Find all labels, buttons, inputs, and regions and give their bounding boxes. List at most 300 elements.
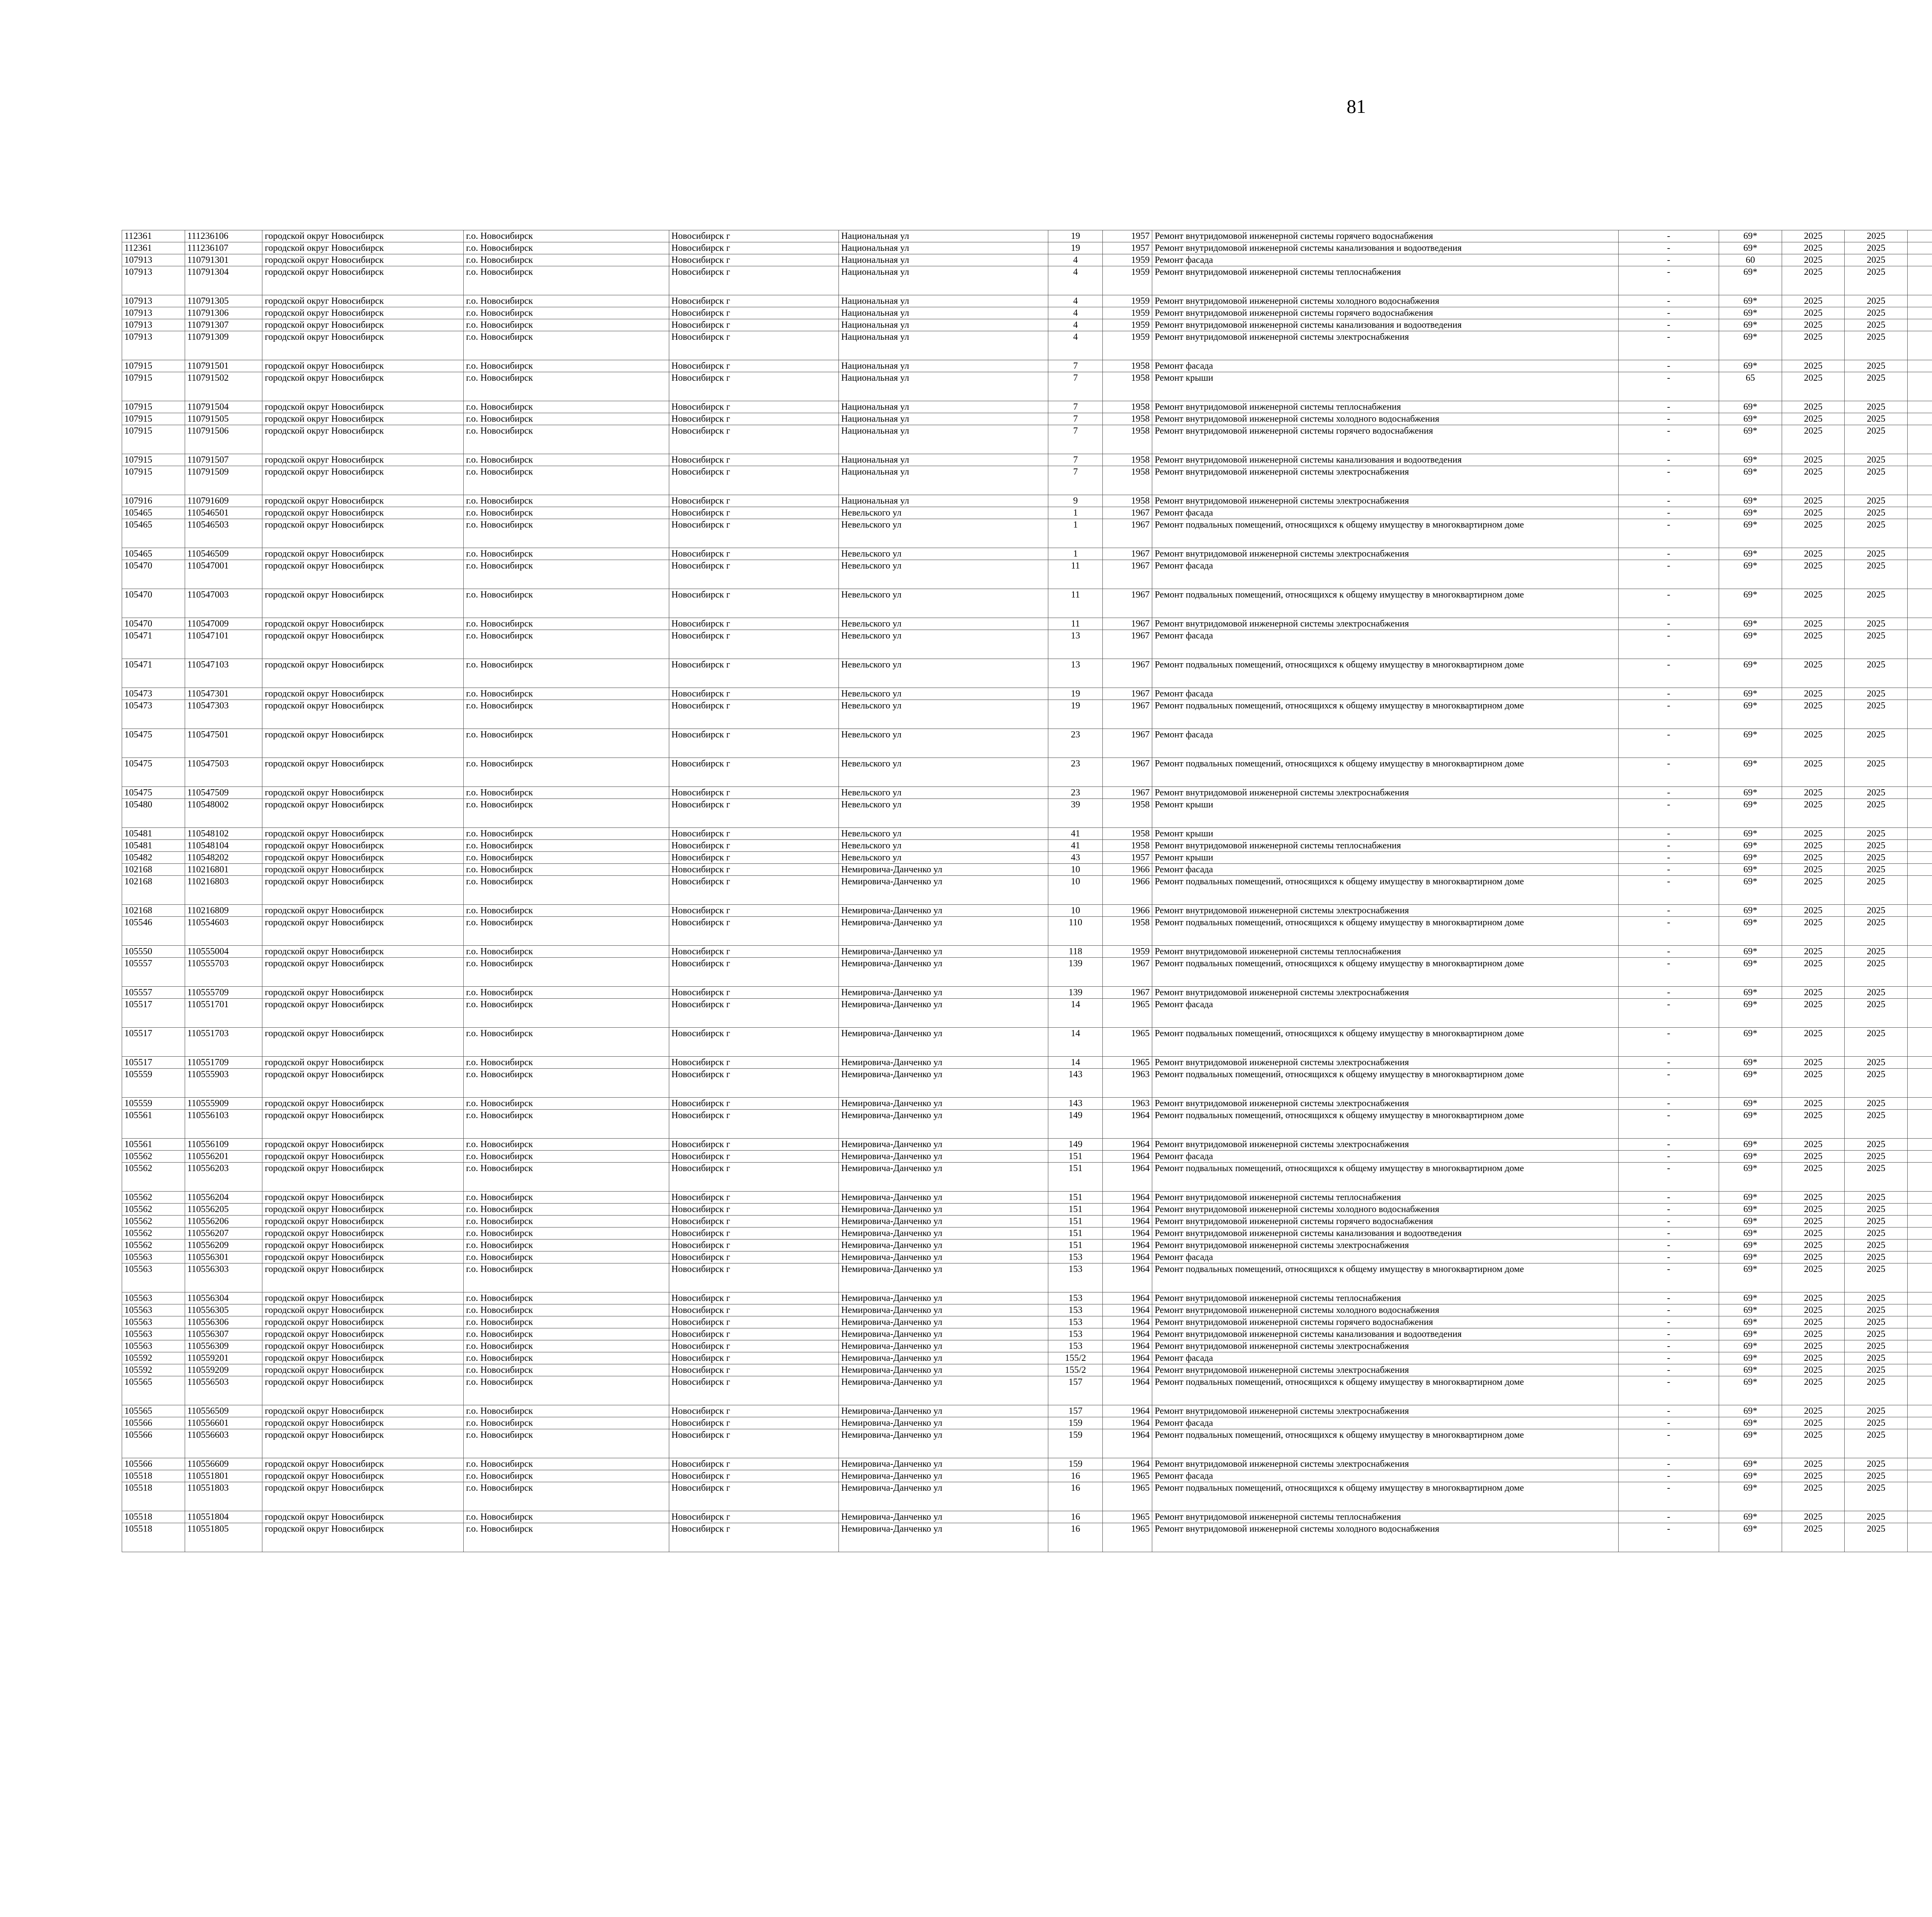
cell-percent: 69* xyxy=(1719,1192,1782,1204)
cell-city: Новосибирск г xyxy=(669,1057,838,1069)
cell-street: Немировича-Данченко ул xyxy=(838,1216,1048,1227)
cell-house-id: 105559 xyxy=(122,1069,185,1098)
cell-dash-mark: - xyxy=(1618,266,1719,295)
cell-city: Новосибирск г xyxy=(669,331,838,360)
cell-house-id: 105563 xyxy=(122,1328,185,1340)
cell-work-type: Ремонт подвальных помещений, относящихся к общему имуществу в многоквартирном доме xyxy=(1152,1429,1618,1458)
cell-work-id: 110551701 xyxy=(185,999,262,1028)
cell-percent: 69* xyxy=(1719,1523,1782,1552)
cell-house-number: 7 xyxy=(1048,413,1103,425)
cell-dash-mark: - xyxy=(1618,1216,1719,1227)
cell-street: Национальная ул xyxy=(838,360,1048,372)
cell-house-number: 23 xyxy=(1048,787,1103,799)
cell-cost-total xyxy=(1908,1376,1932,1405)
cell-work-type: Ремонт внутридомовой инженерной системы электроснабжения xyxy=(1152,331,1618,360)
cell-house-number: 19 xyxy=(1048,242,1103,254)
cell-year-start: 2025 xyxy=(1782,1405,1845,1417)
cell-house-id: 105563 xyxy=(122,1263,185,1292)
cell-cost-total xyxy=(1908,999,1932,1028)
cell-cost-total xyxy=(1908,1304,1932,1316)
cell-work-id: 110556503 xyxy=(185,1376,262,1405)
cell-cost-total xyxy=(1908,1482,1932,1511)
cell-street: Невельского ул xyxy=(838,519,1048,548)
cell-house-number: 149 xyxy=(1048,1139,1103,1151)
cell-build-year: 1967 xyxy=(1103,958,1152,987)
cell-work-type: Ремонт подвальных помещений, относящихся к общему имуществу в многоквартирном доме xyxy=(1152,1110,1618,1139)
cell-work-type: Ремонт подвальных помещений, относящихся к общему имуществу в многоквартирном доме xyxy=(1152,1028,1618,1057)
cell-build-year: 1958 xyxy=(1103,425,1152,454)
cell-year-start: 2025 xyxy=(1782,1328,1845,1340)
table-row xyxy=(122,999,1932,1028)
cell-settlement: г.о. Новосибирск xyxy=(464,1364,669,1376)
cell-year-end: 2025 xyxy=(1845,254,1908,266)
cell-work-type: Ремонт фасада xyxy=(1152,560,1618,589)
cell-house-number: 13 xyxy=(1048,659,1103,688)
cell-municipality: городской округ Новосибирск xyxy=(262,507,464,519)
cell-street: Невельского ул xyxy=(838,840,1048,852)
cell-settlement: г.о. Новосибирск xyxy=(464,987,669,999)
cell-year-start: 2025 xyxy=(1782,1352,1845,1364)
cell-work-type: Ремонт внутридомовой инженерной системы канализования и водоотведения xyxy=(1152,454,1618,466)
cell-year-start: 2025 xyxy=(1782,466,1845,495)
cell-settlement: г.о. Новосибирск xyxy=(464,659,669,688)
cell-year-end: 2025 xyxy=(1845,1482,1908,1511)
cell-dash-mark: - xyxy=(1618,758,1719,787)
cell-percent: 69* xyxy=(1719,630,1782,659)
cell-cost-total xyxy=(1908,360,1932,372)
cell-settlement: г.о. Новосибирск xyxy=(464,1470,669,1482)
cell-percent: 69* xyxy=(1719,548,1782,560)
cell-municipality: городской округ Новосибирск xyxy=(262,852,464,864)
cell-work-id: 111236107 xyxy=(185,242,262,254)
cell-house-id: 105470 xyxy=(122,618,185,630)
cell-house-id: 107913 xyxy=(122,254,185,266)
cell-dash-mark: - xyxy=(1618,507,1719,519)
cell-settlement: г.о. Новосибирск xyxy=(464,1417,669,1429)
cell-work-type: Ремонт фасада xyxy=(1152,864,1618,876)
cell-dash-mark: - xyxy=(1618,372,1719,401)
cell-dash-mark: - xyxy=(1618,852,1719,864)
cell-street: Немировича-Данченко ул xyxy=(838,917,1048,946)
cell-settlement: г.о. Новосибирск xyxy=(464,1151,669,1163)
cell-dash-mark: - xyxy=(1618,1163,1719,1192)
cell-percent: 69* xyxy=(1719,958,1782,987)
cell-house-id: 107915 xyxy=(122,466,185,495)
cell-cost-total xyxy=(1908,1151,1932,1163)
cell-year-end: 2025 xyxy=(1845,987,1908,999)
cell-work-type: Ремонт фасада xyxy=(1152,1251,1618,1263)
cell-work-id: 110556204 xyxy=(185,1192,262,1204)
cell-year-end: 2025 xyxy=(1845,1417,1908,1429)
cell-year-end: 2025 xyxy=(1845,758,1908,787)
cell-work-id: 110791306 xyxy=(185,307,262,319)
cell-percent: 69* xyxy=(1719,876,1782,905)
cell-work-id: 110556309 xyxy=(185,1340,262,1352)
cell-house-id: 105557 xyxy=(122,958,185,987)
cell-work-id: 110791501 xyxy=(185,360,262,372)
cell-settlement: г.о. Новосибирск xyxy=(464,946,669,958)
cell-settlement: г.о. Новосибирск xyxy=(464,254,669,266)
cell-work-id: 110791506 xyxy=(185,425,262,454)
cell-house-id: 105562 xyxy=(122,1192,185,1204)
cell-year-end: 2025 xyxy=(1845,454,1908,466)
cell-municipality: городской округ Новосибирск xyxy=(262,659,464,688)
cell-settlement: г.о. Новосибирск xyxy=(464,401,669,413)
cell-year-end: 2025 xyxy=(1845,729,1908,758)
cell-house-number: 16 xyxy=(1048,1482,1103,1511)
table-row xyxy=(122,1098,1932,1110)
cell-street: Немировича-Данченко ул xyxy=(838,1069,1048,1098)
cell-house-number: 151 xyxy=(1048,1204,1103,1216)
cell-city: Новосибирск г xyxy=(669,466,838,495)
cell-year-start: 2025 xyxy=(1782,1417,1845,1429)
cell-city: Новосибирск г xyxy=(669,1204,838,1216)
cell-street: Немировича-Данченко ул xyxy=(838,946,1048,958)
cell-work-id: 111236106 xyxy=(185,230,262,242)
cell-municipality: городской округ Новосибирск xyxy=(262,519,464,548)
cell-work-id: 110216809 xyxy=(185,905,262,917)
cell-work-id: 110548102 xyxy=(185,828,262,840)
cell-city: Новосибирск г xyxy=(669,999,838,1028)
cell-municipality: городской округ Новосибирск xyxy=(262,401,464,413)
cell-percent: 69* xyxy=(1719,1470,1782,1482)
cell-house-id: 105470 xyxy=(122,560,185,589)
cell-dash-mark: - xyxy=(1618,864,1719,876)
cell-percent: 69* xyxy=(1719,1069,1782,1098)
cell-municipality: городской округ Новосибирск xyxy=(262,905,464,917)
cell-cost-total xyxy=(1908,548,1932,560)
cell-municipality: городской округ Новосибирск xyxy=(262,1216,464,1227)
cell-work-id: 110559201 xyxy=(185,1352,262,1364)
cell-work-id: 110547503 xyxy=(185,758,262,787)
cell-year-start: 2025 xyxy=(1782,1458,1845,1470)
cell-year-end: 2025 xyxy=(1845,618,1908,630)
cell-work-type: Ремонт внутридомовой инженерной системы холодного водоснабжения xyxy=(1152,413,1618,425)
cell-municipality: городской округ Новосибирск xyxy=(262,1204,464,1216)
cell-dash-mark: - xyxy=(1618,618,1719,630)
cell-build-year: 1964 xyxy=(1103,1458,1152,1470)
cell-percent: 69* xyxy=(1719,454,1782,466)
cell-municipality: городской округ Новосибирск xyxy=(262,1110,464,1139)
cell-settlement: г.о. Новосибирск xyxy=(464,700,669,729)
cell-city: Новосибирск г xyxy=(669,688,838,700)
cell-street: Немировича-Данченко ул xyxy=(838,1364,1048,1376)
cell-street: Невельского ул xyxy=(838,700,1048,729)
cell-settlement: г.о. Новосибирск xyxy=(464,589,669,618)
cell-cost-total xyxy=(1908,466,1932,495)
cell-house-id: 102168 xyxy=(122,876,185,905)
cell-house-number: 151 xyxy=(1048,1151,1103,1163)
cell-house-number: 151 xyxy=(1048,1216,1103,1227)
cell-house-id: 105563 xyxy=(122,1304,185,1316)
cell-house-id: 105562 xyxy=(122,1216,185,1227)
cell-house-id: 105563 xyxy=(122,1316,185,1328)
cell-dash-mark: - xyxy=(1618,630,1719,659)
table-row xyxy=(122,1263,1932,1292)
cell-settlement: г.о. Новосибирск xyxy=(464,758,669,787)
cell-year-end: 2025 xyxy=(1845,1110,1908,1139)
cell-settlement: г.о. Новосибирск xyxy=(464,372,669,401)
cell-work-type: Ремонт фасада xyxy=(1152,1151,1618,1163)
cell-year-end: 2025 xyxy=(1845,1292,1908,1304)
cell-work-id: 110548002 xyxy=(185,799,262,828)
cell-house-number: 4 xyxy=(1048,266,1103,295)
cell-dash-mark: - xyxy=(1618,1292,1719,1304)
cell-city: Новосибирск г xyxy=(669,852,838,864)
cell-street: Национальная ул xyxy=(838,230,1048,242)
cell-work-type: Ремонт фасада xyxy=(1152,1470,1618,1482)
cell-house-id: 105475 xyxy=(122,758,185,787)
cell-work-id: 110556203 xyxy=(185,1163,262,1192)
cell-work-id: 110556301 xyxy=(185,1251,262,1263)
cell-year-start: 2025 xyxy=(1782,560,1845,589)
cell-settlement: г.о. Новосибирск xyxy=(464,1511,669,1523)
cell-settlement: г.о. Новосибирск xyxy=(464,905,669,917)
cell-house-number: 41 xyxy=(1048,840,1103,852)
cell-house-number: 1 xyxy=(1048,548,1103,560)
cell-settlement: г.о. Новосибирск xyxy=(464,1057,669,1069)
cell-year-start: 2025 xyxy=(1782,1429,1845,1458)
cell-cost-total xyxy=(1908,1523,1932,1552)
cell-city: Новосибирск г xyxy=(669,1417,838,1429)
cell-cost-total xyxy=(1908,1098,1932,1110)
cell-municipality: городской округ Новосибирск xyxy=(262,589,464,618)
cell-street: Невельского ул xyxy=(838,688,1048,700)
cell-house-id: 107913 xyxy=(122,266,185,295)
cell-work-type: Ремонт внутридомовой инженерной системы теплоснабжения xyxy=(1152,1511,1618,1523)
cell-work-type: Ремонт подвальных помещений, относящихся к общему имуществу в многоквартирном доме xyxy=(1152,958,1618,987)
cell-city: Новосибирск г xyxy=(669,1263,838,1292)
cell-year-end: 2025 xyxy=(1845,1523,1908,1552)
cell-work-type: Ремонт внутридомовой инженерной системы электроснабжения xyxy=(1152,1340,1618,1352)
cell-settlement: г.о. Новосибирск xyxy=(464,618,669,630)
cell-settlement: г.о. Новосибирск xyxy=(464,1204,669,1216)
cell-build-year: 1965 xyxy=(1103,1470,1152,1482)
cell-dash-mark: - xyxy=(1618,700,1719,729)
cell-work-type: Ремонт внутридомовой инженерной системы холодного водоснабжения xyxy=(1152,295,1618,307)
cell-dash-mark: - xyxy=(1618,331,1719,360)
cell-year-end: 2025 xyxy=(1845,1098,1908,1110)
cell-house-number: 19 xyxy=(1048,688,1103,700)
cell-street: Немировича-Данченко ул xyxy=(838,864,1048,876)
cell-cost-total xyxy=(1908,307,1932,319)
cell-work-type: Ремонт подвальных помещений, относящихся к общему имуществу в многоквартирном доме xyxy=(1152,700,1618,729)
cell-dash-mark: - xyxy=(1618,1151,1719,1163)
cell-municipality: городской округ Новосибирск xyxy=(262,466,464,495)
cell-year-end: 2025 xyxy=(1845,360,1908,372)
cell-house-number: 153 xyxy=(1048,1304,1103,1316)
table-row xyxy=(122,1328,1932,1340)
cell-house-number: 159 xyxy=(1048,1458,1103,1470)
cell-house-number: 143 xyxy=(1048,1098,1103,1110)
cell-settlement: г.о. Новосибирск xyxy=(464,1523,669,1552)
cell-house-id: 105592 xyxy=(122,1364,185,1376)
table-row xyxy=(122,548,1932,560)
cell-year-start: 2025 xyxy=(1782,1227,1845,1239)
table-row xyxy=(122,1139,1932,1151)
cell-settlement: г.о. Новосибирск xyxy=(464,548,669,560)
cell-street: Невельского ул xyxy=(838,630,1048,659)
cell-year-start: 2025 xyxy=(1782,319,1845,331)
cell-cost-total xyxy=(1908,266,1932,295)
cell-cost-total xyxy=(1908,1340,1932,1352)
cell-city: Новосибирск г xyxy=(669,1328,838,1340)
cell-year-start: 2025 xyxy=(1782,1523,1845,1552)
cell-dash-mark: - xyxy=(1618,1192,1719,1204)
cell-city: Новосибирск г xyxy=(669,1098,838,1110)
cell-year-end: 2025 xyxy=(1845,425,1908,454)
cell-municipality: городской округ Новосибирск xyxy=(262,1251,464,1263)
cell-year-start: 2025 xyxy=(1782,1192,1845,1204)
table-row xyxy=(122,876,1932,905)
cell-house-number: 43 xyxy=(1048,852,1103,864)
cell-build-year: 1959 xyxy=(1103,295,1152,307)
cell-work-type: Ремонт внутридомовой инженерной системы горячего водоснабжения xyxy=(1152,230,1618,242)
cell-city: Новосибирск г xyxy=(669,1458,838,1470)
cell-year-end: 2025 xyxy=(1845,1263,1908,1292)
cell-street: Немировича-Данченко ул xyxy=(838,1292,1048,1304)
cell-percent: 69* xyxy=(1719,230,1782,242)
cell-work-type: Ремонт внутридомовой инженерной системы горячего водоснабжения xyxy=(1152,1216,1618,1227)
table-row xyxy=(122,307,1932,319)
cell-build-year: 1958 xyxy=(1103,840,1152,852)
cell-percent: 69* xyxy=(1719,1376,1782,1405)
cell-settlement: г.о. Новосибирск xyxy=(464,729,669,758)
cell-settlement: г.о. Новосибирск xyxy=(464,1192,669,1204)
cell-house-number: 155/2 xyxy=(1048,1364,1103,1376)
cell-house-number: 16 xyxy=(1048,1523,1103,1552)
cell-street: Национальная ул xyxy=(838,254,1048,266)
cell-cost-total xyxy=(1908,828,1932,840)
cell-year-end: 2025 xyxy=(1845,700,1908,729)
cell-house-id: 107913 xyxy=(122,307,185,319)
cell-percent: 69* xyxy=(1719,1110,1782,1139)
cell-percent: 69* xyxy=(1719,1458,1782,1470)
cell-municipality: городской округ Новосибирск xyxy=(262,1470,464,1482)
table-row xyxy=(122,828,1932,840)
cell-house-number: 16 xyxy=(1048,1511,1103,1523)
cell-cost-total xyxy=(1908,700,1932,729)
cell-cost-total xyxy=(1908,1216,1932,1227)
cell-dash-mark: - xyxy=(1618,1028,1719,1057)
cell-settlement: г.о. Новосибирск xyxy=(464,630,669,659)
cell-street: Немировича-Данченко ул xyxy=(838,1151,1048,1163)
cell-settlement: г.о. Новосибирск xyxy=(464,1405,669,1417)
table-row xyxy=(122,1192,1932,1204)
cell-year-end: 2025 xyxy=(1845,495,1908,507)
cell-cost-total xyxy=(1908,905,1932,917)
cell-settlement: г.о. Новосибирск xyxy=(464,1098,669,1110)
table-row xyxy=(122,413,1932,425)
cell-street: Немировича-Данченко ул xyxy=(838,1328,1048,1340)
cell-settlement: г.о. Новосибирск xyxy=(464,1316,669,1328)
table-row xyxy=(122,787,1932,799)
cell-work-id: 110556601 xyxy=(185,1417,262,1429)
cell-house-number: 41 xyxy=(1048,828,1103,840)
cell-dash-mark: - xyxy=(1618,999,1719,1028)
cell-street: Национальная ул xyxy=(838,266,1048,295)
cell-build-year: 1966 xyxy=(1103,876,1152,905)
cell-city: Новосибирск г xyxy=(669,519,838,548)
cell-dash-mark: - xyxy=(1618,560,1719,589)
cell-house-id: 105562 xyxy=(122,1204,185,1216)
cell-work-id: 110547301 xyxy=(185,688,262,700)
cell-city: Новосибирск г xyxy=(669,1364,838,1376)
cell-percent: 69* xyxy=(1719,1098,1782,1110)
cell-work-id: 110791507 xyxy=(185,454,262,466)
cell-municipality: городской округ Новосибирск xyxy=(262,999,464,1028)
table-row xyxy=(122,1239,1932,1251)
cell-house-id: 105475 xyxy=(122,787,185,799)
cell-work-id: 110547509 xyxy=(185,787,262,799)
cell-year-start: 2025 xyxy=(1782,987,1845,999)
cell-house-number: 118 xyxy=(1048,946,1103,958)
cell-settlement: г.о. Новосибирск xyxy=(464,295,669,307)
cell-city: Новосибирск г xyxy=(669,230,838,242)
cell-year-start: 2025 xyxy=(1782,1304,1845,1316)
table-row xyxy=(122,1028,1932,1057)
cell-year-start: 2025 xyxy=(1782,917,1845,946)
cell-percent: 69* xyxy=(1719,560,1782,589)
table-row xyxy=(122,589,1932,618)
cell-municipality: городской округ Новосибирск xyxy=(262,1328,464,1340)
cell-work-id: 110555004 xyxy=(185,946,262,958)
cell-work-type: Ремонт подвальных помещений, относящихся к общему имуществу в многоквартирном доме xyxy=(1152,1263,1618,1292)
cell-percent: 69* xyxy=(1719,295,1782,307)
table-row xyxy=(122,700,1932,729)
cell-work-type: Ремонт крыши xyxy=(1152,828,1618,840)
cell-settlement: г.о. Новосибирск xyxy=(464,1458,669,1470)
cell-house-number: 155/2 xyxy=(1048,1352,1103,1364)
cell-dash-mark: - xyxy=(1618,1328,1719,1340)
table-row xyxy=(122,946,1932,958)
cell-house-id: 112361 xyxy=(122,242,185,254)
cell-city: Новосибирск г xyxy=(669,1110,838,1139)
cell-dash-mark: - xyxy=(1618,659,1719,688)
cell-municipality: городской округ Новосибирск xyxy=(262,1028,464,1057)
cell-dash-mark: - xyxy=(1618,987,1719,999)
cell-dash-mark: - xyxy=(1618,1227,1719,1239)
cell-cost-total xyxy=(1908,864,1932,876)
cell-work-type: Ремонт крыши xyxy=(1152,852,1618,864)
cell-street: Национальная ул xyxy=(838,307,1048,319)
cell-year-start: 2025 xyxy=(1782,1482,1845,1511)
cell-year-end: 2025 xyxy=(1845,319,1908,331)
cell-work-id: 110791505 xyxy=(185,413,262,425)
cell-build-year: 1957 xyxy=(1103,242,1152,254)
cell-year-start: 2025 xyxy=(1782,1069,1845,1098)
cell-year-end: 2025 xyxy=(1845,372,1908,401)
cell-percent: 69* xyxy=(1719,999,1782,1028)
cell-build-year: 1964 xyxy=(1103,1304,1152,1316)
cell-municipality: городской округ Новосибирск xyxy=(262,1458,464,1470)
cell-dash-mark: - xyxy=(1618,1470,1719,1482)
cell-municipality: городской округ Новосибирск xyxy=(262,729,464,758)
cell-street: Немировича-Данченко ул xyxy=(838,1263,1048,1292)
cell-street: Немировича-Данченко ул xyxy=(838,1511,1048,1523)
cell-cost-total xyxy=(1908,1328,1932,1340)
cell-build-year: 1964 xyxy=(1103,1340,1152,1352)
cell-build-year: 1959 xyxy=(1103,331,1152,360)
cell-municipality: городской округ Новосибирск xyxy=(262,828,464,840)
cell-work-id: 110556306 xyxy=(185,1316,262,1328)
cell-street: Невельского ул xyxy=(838,787,1048,799)
cell-work-type: Ремонт крыши xyxy=(1152,372,1618,401)
cell-street: Немировича-Данченко ул xyxy=(838,1376,1048,1405)
cell-work-id: 110791301 xyxy=(185,254,262,266)
cell-build-year: 1965 xyxy=(1103,1028,1152,1057)
cell-house-id: 107916 xyxy=(122,495,185,507)
